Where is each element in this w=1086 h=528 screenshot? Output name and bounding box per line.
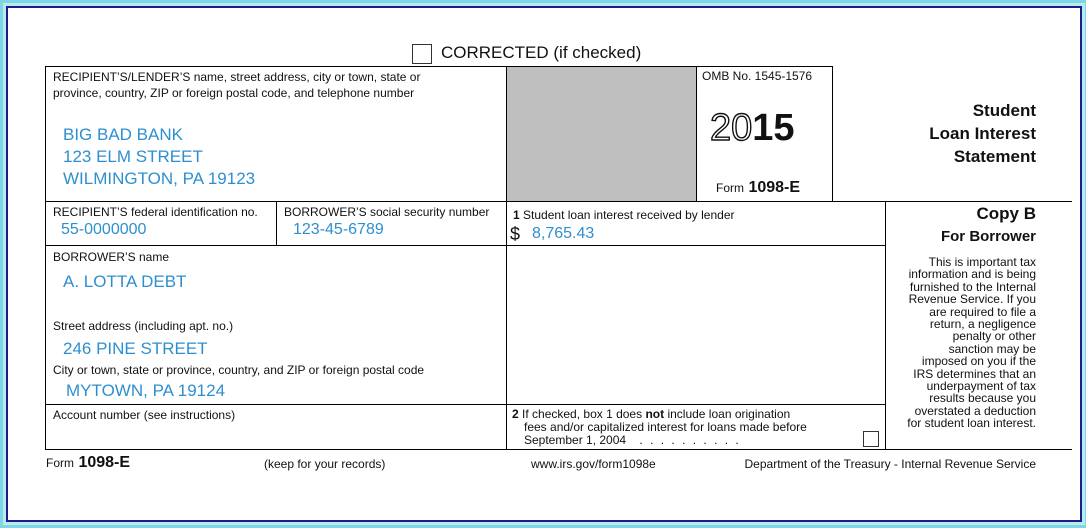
notice-line: Revenue Service. If you [908, 292, 1036, 307]
recipient-label-line1: RECIPIENT’S/LENDER’S name, street address, city or town, state or [53, 70, 421, 84]
omb-number: OMB No. 1545-1576 [702, 69, 813, 83]
box2-line3 [512, 434, 807, 447]
borrower-street-label: Street address (including apt. no.) [53, 319, 234, 333]
title-line1: Student [972, 101, 1036, 120]
notice-line: results because you [929, 391, 1036, 406]
recipient-name[interactable]: BIG BAD BANK [63, 125, 183, 144]
copy-b-subtitle: For Borrower [940, 228, 1036, 245]
notice-line: overstated a deduction [914, 403, 1036, 418]
box2-number: 2 [512, 407, 519, 421]
notice-line: IRS determines that an [913, 366, 1036, 381]
box1-number: 1 [513, 208, 520, 222]
box2-checkbox[interactable] [863, 431, 879, 447]
footer-form-number: 1098-E [78, 454, 131, 471]
box1-label [513, 208, 735, 223]
footer-form-word: Form [46, 456, 74, 470]
notice-line: are required to file a [929, 304, 1036, 319]
borrower-ssn-value[interactable]: 123-45-6789 [293, 221, 384, 238]
footer-url[interactable]: www.irs.gov/form1098e [531, 457, 656, 471]
notice-line: imposed on you if the [921, 354, 1036, 369]
title-line3: Statement [953, 147, 1036, 166]
notice-line: furnished to the Internal [909, 279, 1036, 294]
box2-line2: fees and/or capitalized interest for loans made before [524, 420, 807, 434]
tax-year-suffix: 15 [752, 107, 795, 149]
notice-line: penalty or other [952, 329, 1036, 344]
box2-text-bold: not [645, 407, 665, 421]
footer-keep-text: (keep for your records) [264, 457, 386, 471]
box1-text: Student loan interest received by lender [523, 208, 735, 222]
borrower-street-value[interactable]: 246 PINE STREET [63, 339, 208, 358]
borrower-city-label: City or town, state or province, country, and ZIP or foreign postal code [53, 363, 425, 377]
box2-dots: . . . . . . . . . . [639, 433, 741, 447]
notice-line: information and is being [908, 267, 1036, 282]
notice-line: for student loan interest. [907, 416, 1036, 431]
borrower-city-value[interactable]: MYTOWN, PA 19124 [66, 381, 226, 400]
fed-id-label: RECIPIENT’S federal identification no. [53, 205, 258, 219]
fed-id-value[interactable]: 55-0000000 [61, 221, 147, 238]
omb-form-name [716, 179, 800, 197]
form-1098e [6, 6, 1082, 522]
copy-b-notice [888, 256, 1036, 430]
footer-form-name [46, 454, 130, 472]
notice-line: sanction may be [948, 341, 1036, 356]
borrower-name-value[interactable]: A. LOTTA DEBT [63, 272, 187, 291]
box2-text-pre: If checked, box 1 does [522, 407, 646, 421]
notice-line: return, a negligence [929, 317, 1036, 332]
shaded-area [507, 67, 696, 201]
notice-line: This is important tax [928, 255, 1036, 269]
corrected-label: CORRECTED (if checked) [441, 43, 642, 62]
footer-department: Department of the Treasury - Internal Revenue Service [744, 457, 1036, 471]
borrower-ssn-label: BORROWER’S social security number [284, 205, 490, 219]
recipient-city[interactable]: WILMINGTON, PA 19123 [63, 169, 256, 188]
box1-amount[interactable]: 8,765.43 [532, 225, 595, 242]
tax-year [710, 108, 795, 148]
box2-text-post: include loan origination [664, 407, 791, 421]
box2-text [512, 408, 807, 447]
tax-year-prefix: 20 [710, 107, 753, 149]
corrected-checkbox[interactable] [412, 44, 432, 64]
notice-line: underpayment of tax [926, 379, 1036, 394]
form-title [848, 99, 1036, 168]
recipient-street[interactable]: 123 ELM STREET [63, 147, 203, 166]
recipient-label-line2: province, country, ZIP or foreign postal code, and telephone number [53, 86, 415, 100]
copy-b-title: Copy B [976, 204, 1036, 223]
borrower-name-label: BORROWER’S name [53, 250, 170, 264]
box1-currency: $ [510, 224, 521, 244]
account-number-label: Account number (see instructions) [53, 408, 236, 422]
omb-form-number: 1098-E [748, 179, 801, 196]
omb-form-word: Form [716, 181, 744, 195]
title-line2: Loan Interest [929, 124, 1036, 143]
box2-line3-text: September 1, 2004 [524, 433, 627, 447]
